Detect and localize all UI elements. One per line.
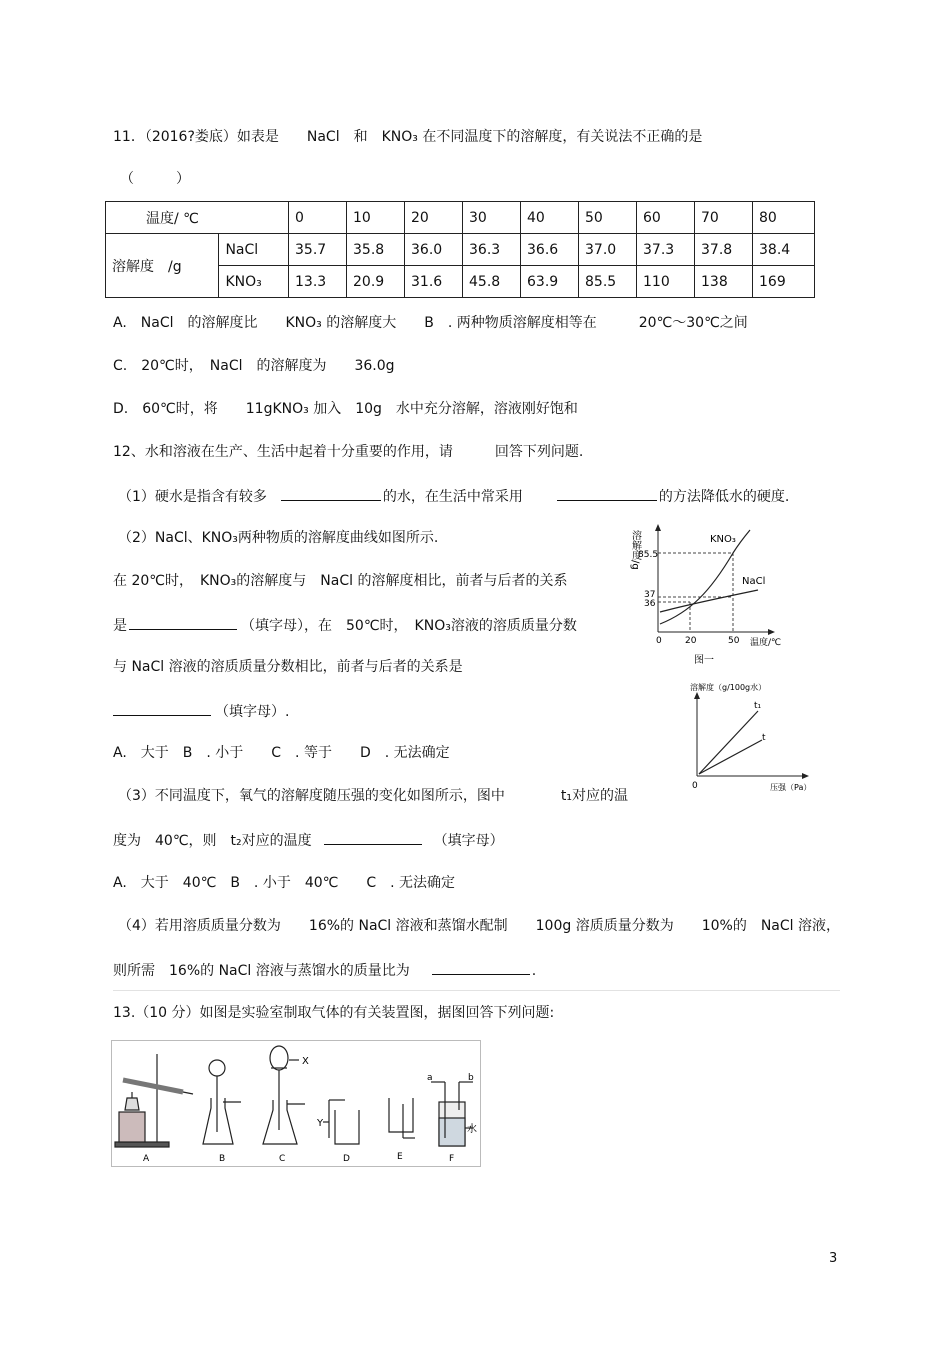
q12-part1-b: 的水，在生活中常采用 [382,489,523,505]
t1-label: t₁ [754,701,762,711]
oxygen-solubility-figure [680,678,820,810]
q12-part2-line4: 与 NaCl 溶液的溶质质量分数相比，前者与后者的关系是 [113,659,463,675]
table-cell: 138 [695,266,753,298]
q12-part3-b1: 度为 40℃，则 t₂对应的温度 [113,833,312,849]
q12-part1-c: 的方法降低水的硬度. [658,489,790,505]
table-cell: 85.5 [579,266,637,298]
q12-options-3: A. 大于 40℃ B . 小于 40℃ C . 无法确定 [113,875,456,891]
answer-blank[interactable] [113,701,211,716]
q12-options-2: A. 大于 B . 小于 C . 等于 D . 无法确定 [113,745,450,761]
answer-blank[interactable] [129,615,237,630]
q11-stem: 11．（2016?娄底）如表是 NaCl 和 KNO₃ 在不同温度下的溶解度，有关说法不正确的是 [113,129,703,145]
solubility-table [105,201,815,298]
table-cell: 36.3 [463,234,521,266]
q12-part2-line2: 在 20℃时， KNO₃的溶解度与 NaCl 的溶解度相比，前者与后者的关系 [113,573,568,589]
lab-apparatus-figure [111,1040,481,1168]
table-cell: 40 [521,202,579,234]
solubility-curve-figure [630,520,790,670]
answer-blank[interactable] [432,960,530,975]
label-x: X [302,1056,309,1067]
label-apparatus-c: C [279,1154,286,1164]
table-cell: 35.7 [289,234,347,266]
q12-part2-c2: （填字母），在 50℃时， KNO₃溶液的溶质质量分数 [241,618,577,634]
q12-part3-line2 [113,830,504,850]
table-cell: 20 [405,202,463,234]
table-cell: 31.6 [405,266,463,298]
answer-blank[interactable] [557,486,657,501]
q12-part2-line5 [113,701,289,721]
nacl-curve [660,590,758,612]
q12-part4-b1: 则所需 16%的 NaCl 溶液与蒸馏水的质量比为 [113,963,410,979]
q11-answer-paren: （ ） [120,171,190,187]
xtick-20: 20 [685,636,697,646]
q11-option-d: D. 60℃时，将 11gKNO₃ 加入 10g 水中充分溶解，溶液刚好饱和 [113,401,578,417]
q12-part2-c1: 是 [113,618,127,634]
t2-label: t [762,733,766,743]
q11-option-c: C. 20℃时， NaCl 的溶解度为 36.0g [113,358,395,374]
q12-part1 [118,486,789,506]
table-cell: 30 [463,202,521,234]
label-apparatus-a: A [143,1154,150,1164]
q12-part3-b2: （填字母） [433,833,504,849]
table-cell: 20.9 [347,266,405,298]
q11-option-ab: A. NaCl 的溶解度比 KNO₃ 的溶解度大 B . 两种物质溶解度相等在 20℃～30℃之间 [113,315,748,331]
section-divider [113,990,840,991]
fig2-ylabel: 溶解度（g/100g水） [690,683,767,692]
xtick-50: 50 [728,636,740,646]
table-cell: 36.0 [405,234,463,266]
q13-intro: 13.（10 分）如图是实验室制取气体的有关装置图，据图回答下列问题: [113,1005,555,1021]
label-water: 水 [467,1124,477,1135]
y-axis-arrow [655,524,661,531]
label-apparatus-b: B [219,1154,226,1164]
table-cell: 38.4 [753,234,815,266]
t1-line [699,711,758,774]
table-cell: 37.3 [637,234,695,266]
q12-part4: （4）若用溶质质量分数为 16%的 NaCl 溶液和蒸馏水配制 100g 溶质质量分数为 10%的 NaCl 溶液， [118,918,840,934]
q12-intro: 12、水和溶液在生产、生活中起着十分重要的作用，请 回答下列问题. [113,444,584,460]
table-cell: 35.8 [347,234,405,266]
table-cell: 36.6 [521,234,579,266]
table-row [106,234,815,266]
table-cell: 63.9 [521,266,579,298]
fig2-xlabel: 压强（Pa） [770,783,812,792]
label-y: Y [317,1118,324,1129]
x-axis-arrow [802,773,809,779]
temp-header: 温度/ ℃ [106,202,289,234]
answer-blank[interactable] [281,486,381,501]
q12-part4-line2 [113,960,536,980]
row-name: KNO₃ [219,266,289,298]
t2-line [699,740,762,774]
table-cell: 70 [695,202,753,234]
fig2-origin: 0 [692,781,698,791]
table-cell: 45.8 [463,266,521,298]
table-cell: 169 [753,266,815,298]
q12-part2-e: （填字母）. [215,704,290,720]
table-cell: 37.8 [695,234,753,266]
q12-part1-a: （1）硬水是指含有较多 [118,489,267,505]
table-cell: 60 [637,202,695,234]
label-apparatus-f: F [449,1154,455,1164]
table-cell: 0 [289,202,347,234]
q12-part3: （3）不同温度下，氧气的溶解度随压强的变化如图所示，图中 t₁对应的温 [118,788,629,804]
ytick-36: 36 [644,599,656,609]
q12-part2: （2）NaCl、KNO₃两种物质的溶解度曲线如图所示. [118,530,439,546]
answer-blank[interactable] [324,830,422,845]
row-name: NaCl [219,234,289,266]
table-cell: 13.3 [289,266,347,298]
nacl-label: NaCl [742,576,766,587]
fig1-xlabel: 温度/℃ [750,638,782,648]
page-number: 3 [829,1251,838,1266]
q12-part4-b2: . [531,963,537,979]
table-row [106,202,815,234]
svg-text:溶解度/g: 溶解度/g [630,530,641,570]
fig1-caption: 图一 [694,655,714,666]
ytick-855: 85.5 [638,550,659,560]
x-axis-arrow [768,629,775,635]
ytick-37: 37 [644,590,656,600]
q12-part2-line3 [113,615,577,635]
table-cell: 80 [753,202,815,234]
table-cell: 110 [637,266,695,298]
table-cell: 50 [579,202,637,234]
label-a: a [427,1073,433,1083]
label-apparatus-d: D [343,1154,350,1164]
label-b: b [468,1073,474,1083]
label-apparatus-e: E [397,1152,403,1162]
table-cell: 37.0 [579,234,637,266]
kno3-curve [660,530,750,624]
table-cell: 10 [347,202,405,234]
xtick-0: 0 [656,636,662,646]
solubility-label: 溶解度 /g [106,234,219,298]
kno3-label: KNO₃ [710,534,736,545]
y-axis-arrow [694,692,700,699]
